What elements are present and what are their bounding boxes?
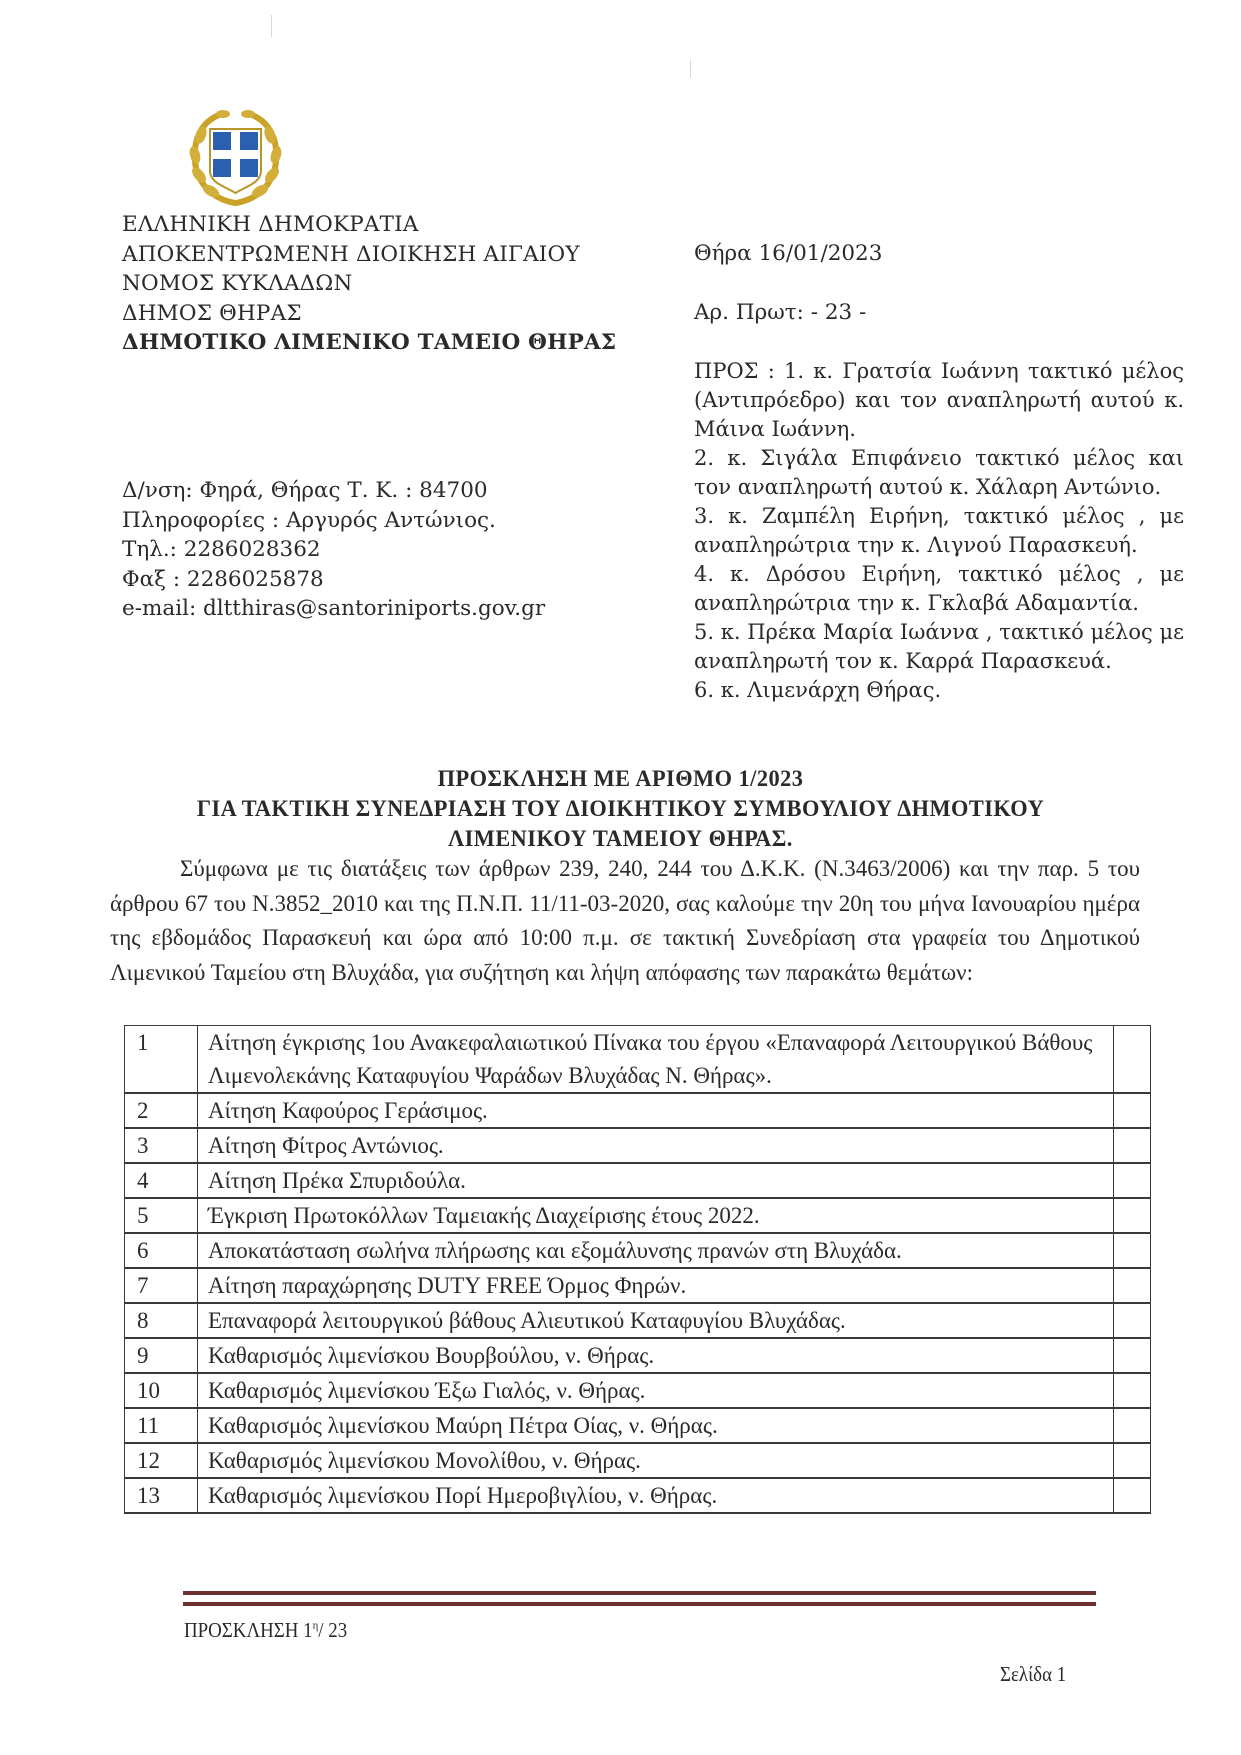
table-row	[125, 1303, 1151, 1338]
item-number: 4	[125, 1163, 198, 1198]
greek-coat-of-arms-icon	[183, 105, 288, 210]
title-line: ΠΡΟΣΚΛΗΣΗ ΜΕ ΑΡΙΘΜΟ 1/2023	[437, 766, 804, 792]
org-line: ΑΠΟΚΕΝΤΡΩΜΕΝΗ ΔΙΟΙΚΗΣΗ ΑΙΓΑΙΟΥ	[122, 241, 580, 267]
scan-artifact	[271, 15, 272, 37]
item-number: 8	[125, 1303, 198, 1338]
table-row	[125, 1026, 1151, 1094]
org-line: ΝΟΜΟΣ ΚΥΚΛΑΔΩΝ	[122, 271, 353, 296]
table-row	[125, 1338, 1151, 1373]
table-row	[125, 1128, 1151, 1163]
organisation-block	[122, 210, 616, 358]
item-number: 7	[125, 1268, 198, 1303]
page-number: Σελίδα 1	[1000, 1662, 1067, 1686]
item-number: 3	[125, 1128, 198, 1163]
recipient-item: 6. κ. Λιμενάρχη Θήρας.	[694, 678, 942, 702]
footer-document-ref	[184, 1618, 347, 1643]
date-line: Θήρα 16/01/2023	[694, 241, 883, 266]
empty-cell	[1114, 1163, 1151, 1198]
empty-cell	[1114, 1233, 1151, 1268]
footer-ref-suffix: / 23	[318, 1618, 348, 1642]
item-text: Καθαρισμός λιμενίσκου Μονολίθου, ν. Θήρας.	[198, 1443, 1114, 1478]
table-row	[125, 1268, 1151, 1303]
address: Δ/νση: Φηρά, Θήρας Τ. Κ. : 84700	[122, 478, 488, 503]
item-text: Αίτηση έγκρισης 1ου Ανακεφαλαιωτικού Πίνακα του έργου «Επαναφορά Λειτουργικού Βάθους Λιμενολεκάνης Καταφυγίου Ψαράδων Βλυχάδας Ν. Θήρας».	[198, 1026, 1114, 1094]
item-text: Αίτηση Φίτρος Αντώνιος.	[198, 1128, 1114, 1163]
item-text: Αίτηση Καφούρος Γεράσιμος.	[198, 1093, 1114, 1128]
phone: Τηλ.: 2286028362	[122, 537, 321, 562]
date-protocol-block	[694, 239, 1184, 327]
footer-rule	[183, 1591, 1096, 1595]
empty-cell	[1114, 1478, 1151, 1513]
table-row	[125, 1443, 1151, 1478]
table-row	[125, 1093, 1151, 1128]
org-line: ΔΗΜΟΣ ΘΗΡΑΣ	[122, 300, 302, 326]
item-text: Αίτηση παραχώρησης DUTY FREE Όρμος Φηρών.	[198, 1268, 1114, 1303]
item-text: Αίτηση Πρέκα Σπυριδούλα.	[198, 1163, 1114, 1198]
recipient-item: 4. κ. Δρόσου Ειρήνη, τακτικό μέλος , με αναπληρώτρια την κ. Γκλαβά Αδαμαντία.	[694, 562, 1184, 615]
empty-cell	[1114, 1408, 1151, 1443]
item-number: 12	[125, 1443, 198, 1478]
item-text: Έγκριση Πρωτοκόλλων Ταμειακής Διαχείρισης έτους 2022.	[198, 1198, 1114, 1233]
body-text: Σύμφωνα με τις διατάξεις των άρθρων 239, 240, 244 του Δ.Κ.Κ. (Ν.3463/2006) και την παρ. 5 του άρθρου 67 του Ν.3852_2010 και της Π.Ν.Π. 11/11-03-2020, σας καλούμε την 20η του μήνα Ιανουαρίου ημέρα της εβδομάδος Παρασκευή και ώρα από 10:00 π.μ. σε τακτική Συνεδρίαση στα γραφεία του Δημοτικού Λιμενικού Ταμείου στη Βλυχάδα, για συζήτηση και λήψη απόφασης των παρακάτω θεμάτων:	[110, 856, 1140, 985]
recipient-item: 2. κ. Σιγάλα Επιφάνειο τακτικό μέλος και τον αναπληρωτή αυτού κ. Χάλαρη Αντώνιο.	[694, 446, 1184, 499]
empty-cell	[1114, 1268, 1151, 1303]
footer-rule	[183, 1602, 1096, 1606]
item-number: 9	[125, 1338, 198, 1373]
recipients-list	[694, 357, 1184, 705]
recipient-item: 3. κ. Ζαμπέλη Ειρήνη, τακτικό μέλος , με αναπληρώτρια την κ. Λιγνού Παρασκευή.	[694, 504, 1184, 557]
table-row	[125, 1373, 1151, 1408]
body-paragraph	[110, 852, 1140, 990]
title-line: ΓΙΑ ΤΑΚΤΙΚΗ ΣΥΝΕΔΡΙΑΣΗ ΤΟΥ ΔΙΟΙΚΗΤΙΚΟΥ ΣΥΜΒΟΥΛΙΟΥ ΔΗΜΟΤΙΚΟΥ	[196, 796, 1045, 822]
empty-cell	[1114, 1198, 1151, 1233]
table-row	[125, 1233, 1151, 1268]
table-row	[125, 1478, 1151, 1513]
empty-cell	[1114, 1093, 1151, 1128]
empty-cell	[1114, 1443, 1151, 1478]
item-text: Επαναφορά λειτουργικού βάθους Αλιευτικού Καταφυγίου Βλυχάδας.	[198, 1303, 1114, 1338]
org-name-bold: ΔΗΜΟΤΙΚΟ ΛΙΜΕΝΙΚΟ ΤΑΜΕΙΟ ΘΗΡΑΣ	[122, 330, 617, 355]
protocol-number: Αρ. Πρωτ: - 23 -	[694, 299, 867, 325]
item-number: 2	[125, 1093, 198, 1128]
table-row	[125, 1163, 1151, 1198]
footer-ref-prefix: ΠΡΟΣΚΛΗΣΗ 1	[184, 1618, 313, 1642]
item-text: Καθαρισμός λιμενίσκου Μαύρη Πέτρα Οίας, ν. Θήρας.	[198, 1408, 1114, 1443]
title-line: ΛΙΜΕΝΙΚΟΥ ΤΑΜΕΙΟΥ ΘΗΡΑΣ.	[448, 826, 793, 852]
table-row	[125, 1408, 1151, 1443]
fax: Φαξ : 2286025878	[122, 566, 324, 592]
item-number: 1	[125, 1026, 198, 1094]
scan-artifact	[690, 60, 691, 78]
empty-cell	[1114, 1373, 1151, 1408]
item-text: Αποκατάσταση σωλήνα πλήρωσης και εξομάλυνσης πρανών στη Βλυχάδα.	[198, 1233, 1114, 1268]
agenda-table	[124, 1025, 1151, 1514]
item-number: 10	[125, 1373, 198, 1408]
item-text: Καθαρισμός λιμενίσκου Βουρβούλου, ν. Θήρας.	[198, 1338, 1114, 1373]
information-contact: Πληροφορίες : Αργυρός Αντώνιος.	[122, 507, 496, 533]
item-number: 11	[125, 1408, 198, 1443]
empty-cell	[1114, 1338, 1151, 1373]
footer-ref-sup: η	[312, 1618, 319, 1632]
item-number: 5	[125, 1198, 198, 1233]
email-link[interactable]: e-mail: dltthiras@santoriniports.gov.gr	[122, 596, 546, 621]
empty-cell	[1114, 1303, 1151, 1338]
item-text: Καθαρισμός λιμενίσκου Έξω Γιαλός, ν. Θήρας.	[198, 1373, 1114, 1408]
empty-cell	[1114, 1026, 1151, 1094]
recipient-item: ΠΡΟΣ : 1. κ. Γρατσία Ιωάννη τακτικό μέλος (Αντιπρόεδρο) και τον αναπληρωτή αυτού κ. Μάινα Ιωάννη.	[694, 359, 1184, 441]
item-number: 6	[125, 1233, 198, 1268]
item-text: Καθαρισμός λιμενίσκου Πορί Ημεροβιγλίου, ν. Θήρας.	[198, 1478, 1114, 1513]
invitation-title	[126, 764, 1115, 854]
table-row	[125, 1198, 1151, 1233]
empty-cell	[1114, 1128, 1151, 1163]
recipient-item: 5. κ. Πρέκα Μαρία Ιωάννα , τακτικό μέλος με αναπληρωτή τον κ. Καρρά Παρασκευά.	[694, 620, 1184, 673]
contact-block	[122, 476, 545, 624]
item-number: 13	[125, 1478, 198, 1513]
org-line: ΕΛΛΗΝΙΚΗ ΔΗΜΟΚΡΑΤΙΑ	[122, 212, 419, 237]
